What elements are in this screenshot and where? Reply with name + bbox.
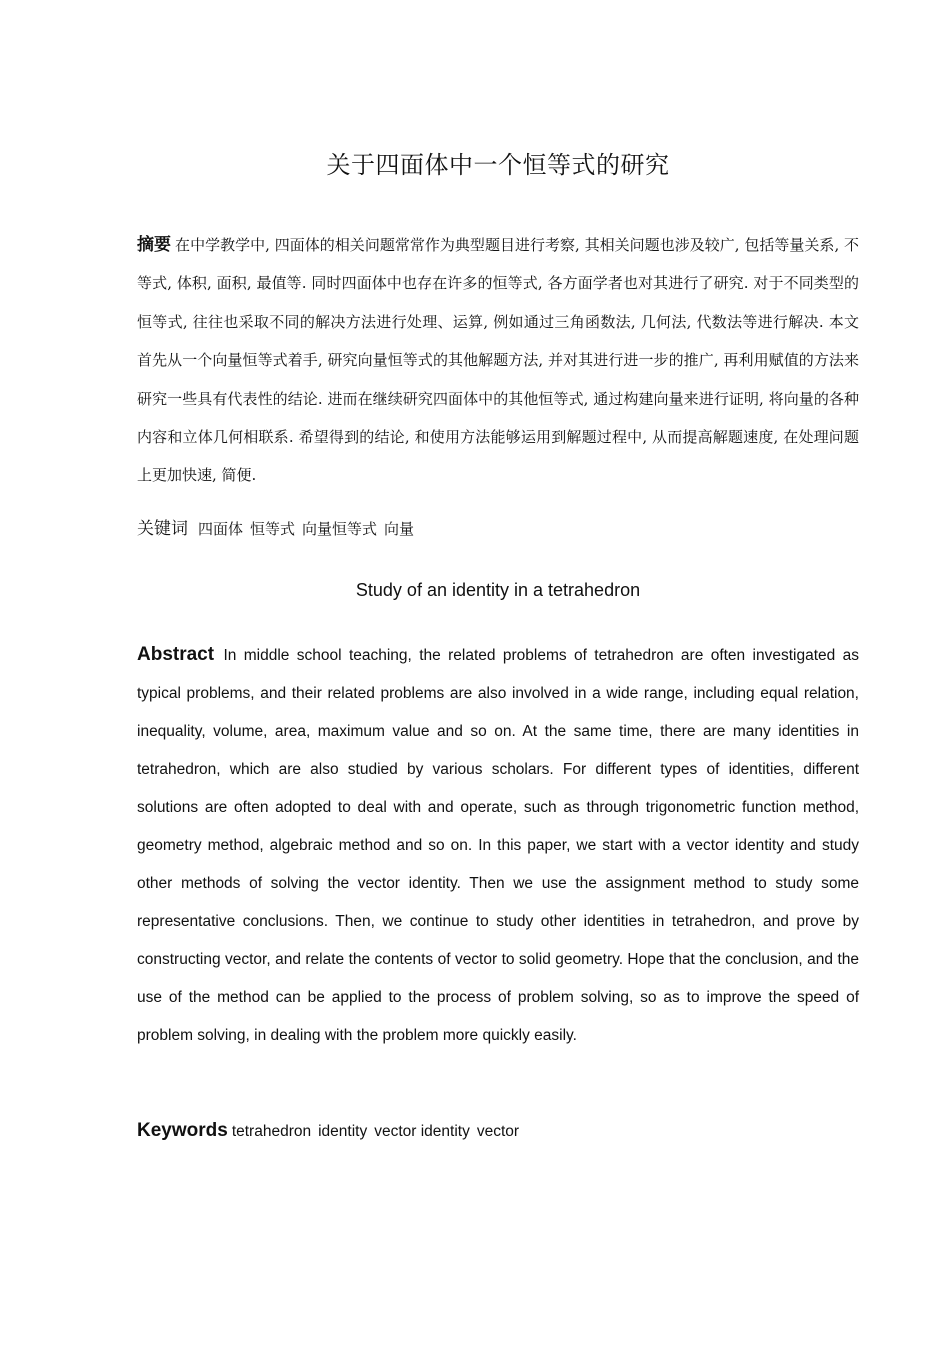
chinese-keywords bbox=[137, 514, 859, 544]
chinese-abstract-text: 在中学教学中, 四面体的相关问题常常作为典型题目进行考察, 其相关问题也涉及较广, 包括等量关系, 不等式, 体积, 面积, 最值等. 同时四面体中也存在许多的恒等式, 各方面学者也对其进行了研究. 对于不同类型的恒等式, 往往也采取不同的解决方法进行处理、运算, 例如通过三角函数法, 几何法, 代数法等进行解决. 本文首先从一个向量恒等式着手, 研究向量恒等式的其他解题方法, 并对其进行进一步的推广, 再利用赋值的方法来研究一些具有代表性的结论. 进而在继续研究四面体中的其他恒等式, 通过构建向量来进行证明, 将向量的各种内容和立体几何相联系. 希望得到的结论, 和使用方法能够运用到解题过程中, 从而提高解题速度, 在处理问题上更加快速, 简便. bbox=[137, 236, 860, 485]
chinese-abstract bbox=[137, 226, 859, 495]
english-title: Study of an identity in a tetrahedron bbox=[355, 580, 641, 600]
chinese-keywords-label: 关键词 bbox=[137, 519, 188, 539]
english-keywords bbox=[137, 1116, 859, 1147]
english-abstract bbox=[137, 636, 859, 1055]
chinese-keyword: 向量 bbox=[384, 520, 415, 538]
english-keyword: tetrahedron bbox=[231, 1123, 312, 1140]
english-abstract-text: In middle school teaching, the related problems of tetrahedron are often investigated as typical problems, and their related problems are also involved in a wide range, including equal relation, inequality, volume, area, maximum value and so on. At the same time, there are many identities in tetrahedron, which are also studied by various scholars. For different types of identities, different solutions are often adopted to deal with and operate, such as through trigonometric function method, geometry method, algebraic method and so on. In this paper, we start with a vector identity and study other methods of solving the vector identity. Then we use the assignment method to study some representative conclusions. Then, we continue to study other identities in tetrahedron, and prove by constructing vector, and relate the contents of vector to solid geometry. Hope that the conclusion, and the use of the method can be applied to the process of problem solving, so as to improve the speed of problem solving, in dealing with the problem more quickly easily. bbox=[137, 647, 859, 1044]
english-abstract-label: Abstract bbox=[137, 644, 215, 665]
english-keyword: identity bbox=[318, 1123, 368, 1140]
chinese-keyword: 恒等式 bbox=[250, 520, 296, 538]
english-keywords-label: Keywords bbox=[137, 1120, 228, 1141]
english-keyword: vector bbox=[476, 1123, 520, 1140]
chinese-title: 关于四面体中一个恒等式的研究 bbox=[326, 151, 670, 179]
chinese-keyword: 四面体 bbox=[198, 520, 244, 538]
english-keyword: vector identity bbox=[374, 1123, 470, 1140]
chinese-keyword: 向量恒等式 bbox=[302, 520, 378, 538]
chinese-abstract-label: 摘要 bbox=[137, 235, 172, 255]
